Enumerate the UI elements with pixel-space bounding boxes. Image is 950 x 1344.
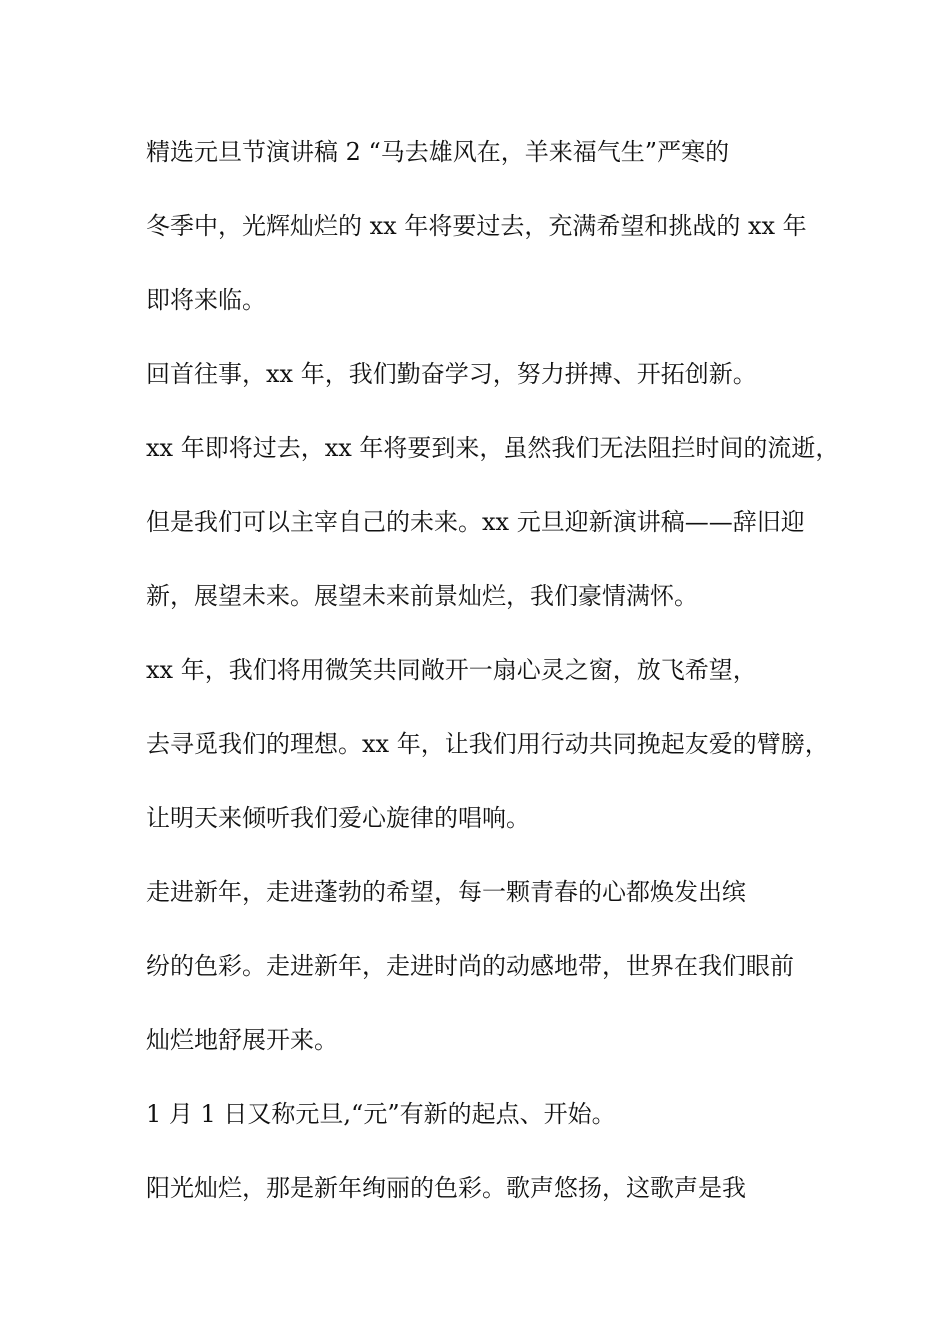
text-line: 走进新年，走进蓬勃的希望，每一颗青春的心都焕发出缤	[146, 878, 746, 906]
text-line: 1 月 1 日又称元旦,“元”有新的起点、开始。	[146, 1100, 616, 1128]
text-line: 但是我们可以主宰自己的未来。xx 元旦迎新演讲稿——辞旧迎	[146, 508, 805, 536]
text-line: 去寻觅我们的理想。xx 年，让我们用行动共同挽起友爱的臂膀，	[146, 730, 829, 758]
text-line: xx 年即将过去，xx 年将要到来，虽然我们无法阻拦时间的流逝，	[146, 434, 840, 462]
text-line: 回首往事，xx 年，我们勤奋学习，努力拼搏、开拓创新。	[146, 360, 757, 388]
text-line: 阳光灿烂，那是新年绚丽的色彩。歌声悠扬，这歌声是我	[146, 1174, 746, 1202]
text-line: 冬季中，光辉灿烂的 xx 年将要过去，充满希望和挑战的 xx 年	[146, 212, 807, 240]
text-line: 纷的色彩。走进新年，走进时尚的动感地带，世界在我们眼前	[146, 952, 794, 980]
text-line: 让明天来倾听我们爱心旋律的唱响。	[146, 804, 530, 832]
text-line: 即将来临。	[146, 286, 266, 314]
text-line: xx 年，我们将用微笑共同敞开一扇心灵之窗，放飞希望，	[146, 656, 757, 684]
text-line: 灿烂地舒展开来。	[146, 1026, 338, 1054]
text-line: 精选元旦节演讲稿 2 “马去雄风在，羊来福气生”严寒的	[146, 138, 730, 166]
text-line: 新，展望未来。展望未来前景灿烂，我们豪情满怀。	[146, 582, 698, 610]
